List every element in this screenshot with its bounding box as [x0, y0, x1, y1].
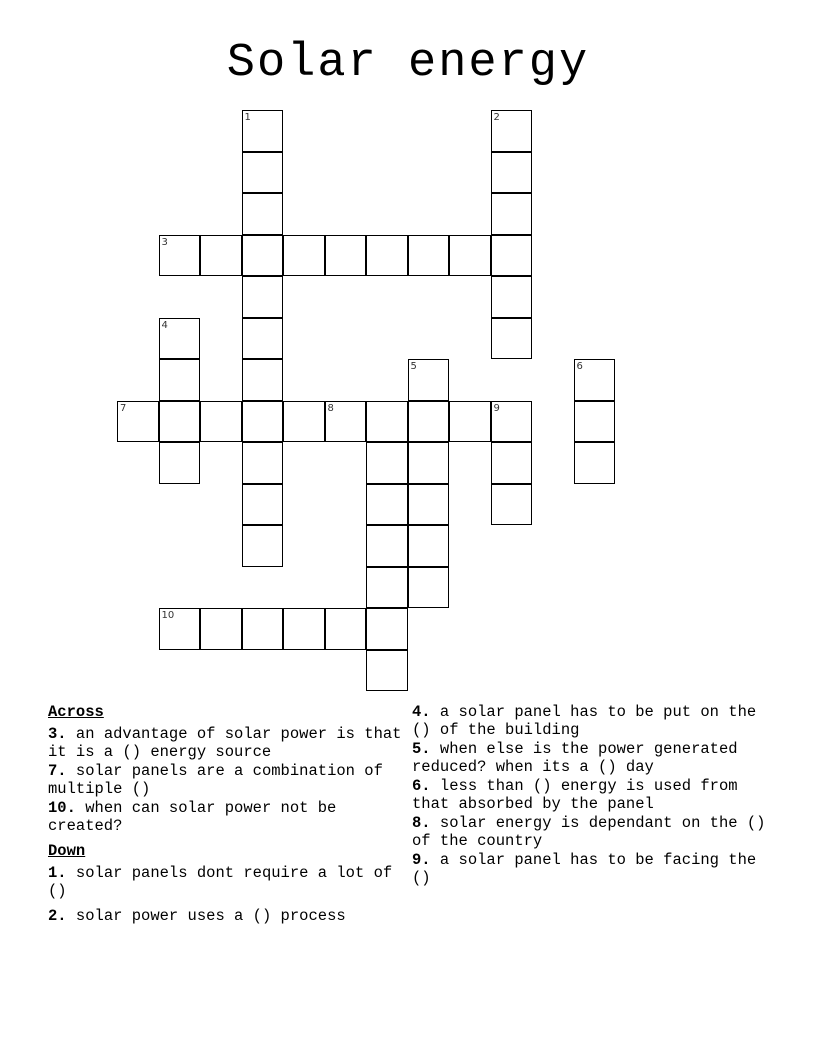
clue-number: 2.	[48, 907, 67, 925]
grid-cell[interactable]	[325, 401, 367, 443]
clue-down-8	[412, 814, 772, 850]
grid-cell[interactable]	[491, 484, 533, 526]
grid-cell[interactable]	[242, 484, 284, 526]
grid-cell[interactable]	[574, 442, 616, 484]
clue-text: less than () energy is used from that absorbed by the panel	[412, 777, 738, 813]
clue-number-label: 6	[576, 361, 583, 372]
grid-cell[interactable]	[408, 525, 450, 567]
grid-cell[interactable]	[242, 152, 284, 194]
clue-number-label: 2	[493, 112, 500, 123]
grid-cell[interactable]	[449, 235, 491, 277]
grid-cell[interactable]	[283, 235, 325, 277]
grid-cell[interactable]	[366, 401, 408, 443]
clue-text: when can solar power not be created?	[48, 799, 337, 835]
down-heading: Down	[48, 842, 86, 860]
clue-number: 5.	[412, 740, 431, 758]
grid-cell[interactable]	[408, 235, 450, 277]
clues-left-column	[48, 703, 408, 926]
clue-across-7	[48, 762, 408, 798]
clue-text: a solar panel has to be facing the ()	[412, 851, 757, 887]
grid-cell[interactable]	[366, 608, 408, 650]
grid-cell[interactable]	[159, 235, 201, 277]
clue-number-label: 7	[120, 402, 127, 414]
grid-cell[interactable]	[574, 359, 616, 401]
grid-cell[interactable]	[242, 442, 284, 484]
clue-text: solar panels are a combination of multiple ()	[48, 762, 383, 798]
grid-cell[interactable]	[159, 442, 201, 484]
clue-number-label: 8	[327, 402, 334, 414]
grid-cell[interactable]	[200, 608, 242, 650]
grid-cell[interactable]	[242, 276, 284, 318]
grid-cell[interactable]	[242, 359, 284, 401]
grid-cell[interactable]	[408, 484, 450, 526]
grid-cell[interactable]	[366, 442, 408, 484]
grid-cell[interactable]	[491, 276, 533, 318]
clue-number: 9.	[412, 851, 431, 869]
grid-cell[interactable]	[491, 152, 533, 194]
grid-cell[interactable]	[159, 401, 201, 443]
clue-number-label: 5	[410, 361, 417, 372]
grid-cell[interactable]	[159, 359, 201, 401]
grid-cell[interactable]	[242, 235, 284, 277]
clue-number-label: 4	[161, 319, 168, 331]
clue-number: 3.	[48, 725, 67, 743]
clue-text: when else is the power generated reduced? when its a () day	[412, 740, 738, 776]
clue-across-10	[48, 799, 408, 835]
clue-down-6	[412, 777, 772, 813]
clue-text: a solar panel has to be put on the () of the building	[412, 703, 757, 739]
grid-cell[interactable]	[408, 359, 450, 401]
clue-number-label: 9	[493, 402, 500, 414]
grid-cell[interactable]	[491, 110, 533, 152]
grid-cell[interactable]	[242, 525, 284, 567]
grid-cell[interactable]	[366, 484, 408, 526]
grid-cell[interactable]	[325, 235, 367, 277]
grid-cell[interactable]	[200, 235, 242, 277]
clue-down-9	[412, 851, 772, 887]
grid-cell[interactable]	[117, 401, 159, 443]
clue-number-label: 1	[244, 112, 251, 123]
clue-text: solar energy is dependant on the () of the country	[412, 814, 766, 850]
grid-cell[interactable]	[242, 110, 284, 152]
grid-cell[interactable]	[491, 401, 533, 443]
grid-cell[interactable]	[449, 401, 491, 443]
page-title: Solar energy	[226, 37, 590, 90]
clue-down-4	[412, 703, 772, 739]
clue-down-1	[48, 864, 408, 900]
grid-cell[interactable]	[366, 235, 408, 277]
grid-cell[interactable]	[408, 442, 450, 484]
clue-text: an advantage of solar power is that it is a () energy source	[48, 725, 402, 761]
clue-across-3	[48, 725, 408, 761]
grid-cell[interactable]	[159, 318, 201, 360]
clue-number: 4.	[412, 703, 431, 721]
grid-cell[interactable]	[242, 318, 284, 360]
clue-down-2	[48, 907, 408, 925]
clue-number: 10.	[48, 799, 76, 817]
grid-cell[interactable]	[408, 567, 450, 609]
grid-cell[interactable]	[283, 401, 325, 443]
grid-cell[interactable]	[491, 442, 533, 484]
clue-number: 8.	[412, 814, 431, 832]
clue-number: 1.	[48, 864, 67, 882]
grid-cell[interactable]	[325, 608, 367, 650]
clue-number-label: 3	[161, 236, 168, 248]
grid-cell[interactable]	[408, 401, 450, 443]
clue-text: solar power uses a () process	[75, 907, 346, 925]
clue-number: 6.	[412, 777, 431, 795]
clue-down-5	[412, 740, 772, 776]
grid-cell[interactable]	[574, 401, 616, 443]
grid-cell[interactable]	[159, 608, 201, 650]
grid-cell[interactable]	[283, 608, 325, 650]
clue-text: solar panels dont require a lot of ()	[48, 864, 393, 900]
grid-cell[interactable]	[366, 525, 408, 567]
grid-cell[interactable]	[491, 318, 533, 360]
grid-cell[interactable]	[491, 235, 533, 277]
across-heading: Across	[48, 703, 104, 721]
grid-cell[interactable]	[200, 401, 242, 443]
clue-number: 7.	[48, 762, 67, 780]
grid-cell[interactable]	[242, 608, 284, 650]
grid-cell[interactable]	[366, 567, 408, 609]
grid-cell[interactable]	[242, 193, 284, 235]
grid-cell[interactable]	[491, 193, 533, 235]
grid-cell[interactable]	[366, 650, 408, 692]
clue-number-label: 10	[161, 610, 175, 621]
grid-cell[interactable]	[242, 401, 284, 443]
clues-right-column	[412, 703, 772, 888]
